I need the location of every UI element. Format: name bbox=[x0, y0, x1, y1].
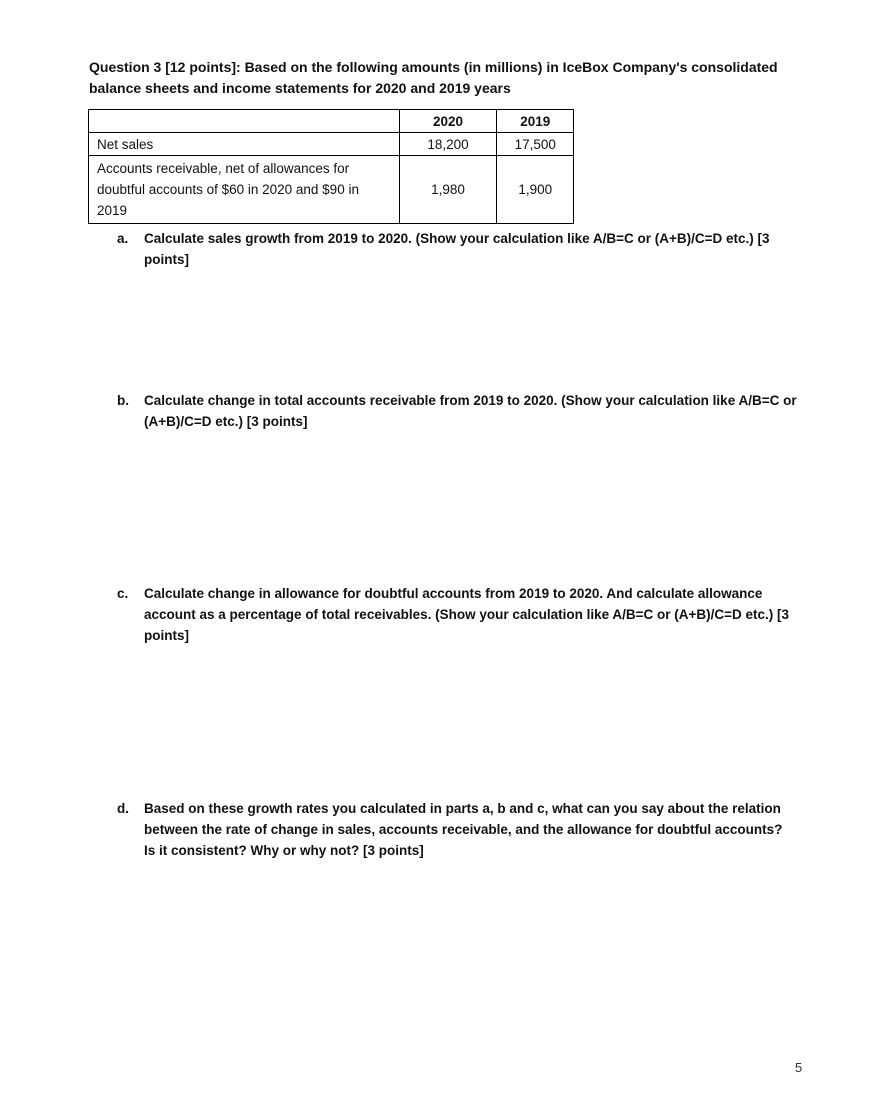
question-d-text: Based on these growth rates you calculated in parts a, b and c, what can you say about the relation between the rate of change in sales, accounts receivable, and the allowance for doubtful accounts? Is it consistent? Why or why not? [3 points] bbox=[144, 801, 783, 858]
table-header-2019: 2019 bbox=[497, 110, 574, 133]
table-header-cell bbox=[89, 110, 400, 133]
question-c-letter: c. bbox=[117, 586, 129, 601]
row-label-accounts-receivable: Accounts receivable, net of allowances for doubtful accounts of $60 in 2020 and $90 in 2019 bbox=[89, 156, 400, 224]
accounts-receivable-2019: 1,900 bbox=[497, 156, 574, 224]
question-b-text: Calculate change in total accounts receivable from 2019 to 2020. (Show your calculation like A/B=C or (A+B)/C=D etc.) [3 points] bbox=[144, 393, 797, 429]
question-c-text: Calculate change in allowance for doubtful accounts from 2019 to 2020. And calculate allowance account as a percentage of total receivables. (Show your calculation like A/B=C or (A+B)/C=D etc.) [3 points] bbox=[144, 586, 790, 643]
table-row bbox=[89, 156, 574, 224]
question-intro: Question 3 [12 points]: Based on the following amounts (in millions) in IceBox Company's consolidated balance sheets and income statements for 2020 and 2019 years bbox=[89, 59, 778, 96]
row-label-net-sales: Net sales bbox=[89, 133, 400, 156]
accounts-receivable-2020: 1,980 bbox=[399, 156, 497, 224]
question-b-letter: b. bbox=[117, 393, 129, 408]
page-number: 5 bbox=[795, 1060, 803, 1075]
question-c bbox=[117, 583, 797, 646]
table-header-2020: 2020 bbox=[399, 110, 497, 133]
question-a-letter: a. bbox=[117, 231, 129, 246]
question-a bbox=[117, 228, 797, 270]
net-sales-2020: 18,200 bbox=[399, 133, 497, 156]
table-row bbox=[89, 133, 574, 156]
amounts-table bbox=[88, 109, 574, 224]
table-header-row bbox=[89, 110, 574, 133]
net-sales-2019: 17,500 bbox=[497, 133, 574, 156]
question-b bbox=[117, 390, 797, 432]
question-a-text: Calculate sales growth from 2019 to 2020. (Show your calculation like A/B=C or (A+B)/C=D etc.) [3 points] bbox=[144, 231, 770, 267]
question-d-letter: d. bbox=[117, 801, 129, 816]
question-d bbox=[117, 798, 797, 861]
